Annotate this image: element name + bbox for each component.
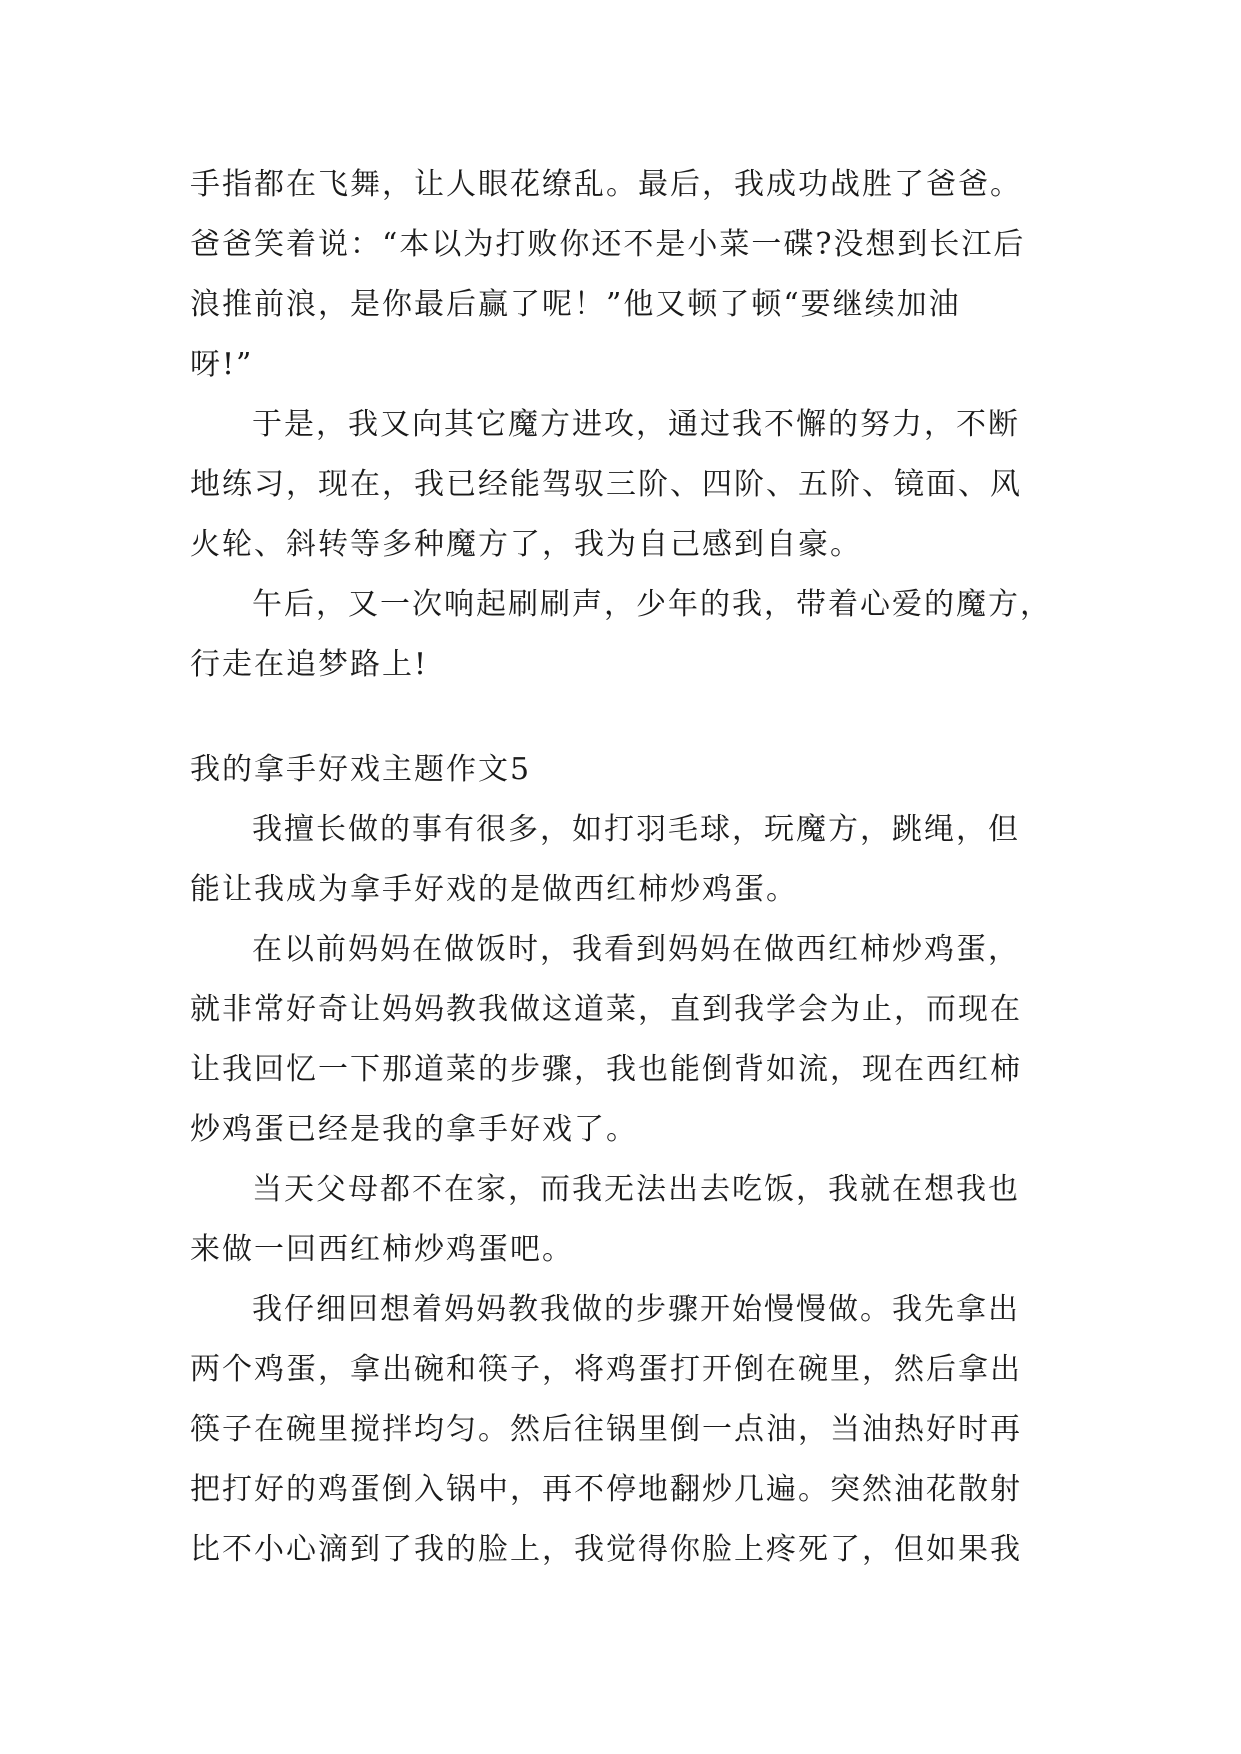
text-line: 在以前妈妈在做饭时，我看到妈妈在做西红柿炒鸡蛋，: [252, 932, 1020, 967]
text-line: 筷子在碗里搅拌均匀。然后往锅里倒一点油，当油热好时再: [190, 1412, 1022, 1447]
text-line: 行走在追梦路上!: [190, 647, 429, 682]
text-line: 地练习，现在，我已经能驾驭三阶、四阶、五阶、镜面、风: [190, 467, 1022, 502]
text-line: 当天父母都不在家，而我无法出去吃饭，我就在想我也: [252, 1172, 1020, 1207]
text-line: 呀!”: [190, 347, 254, 382]
text-line: 能让我成为拿手好戏的是做西红柿炒鸡蛋。: [190, 872, 798, 907]
text-line: 于是，我又向其它魔方进攻，通过我不懈的努力，不断: [252, 407, 1020, 442]
text-line: 比不小心滴到了我的脸上，我觉得你脸上疼死了，但如果我: [190, 1532, 1022, 1567]
text-line: 我仔细回想着妈妈教我做的步骤开始慢慢做。我先拿出: [252, 1292, 1020, 1327]
text-line: 浪推前浪，是你最后赢了呢！”他又顿了顿“要继续加油: [190, 287, 961, 322]
text-line: 炒鸡蛋已经是我的拿手好戏了。: [190, 1112, 638, 1147]
text-line: 午后，又一次响起刷刷声，少年的我，带着心爱的魔方，: [252, 587, 1052, 622]
text-line: 火轮、斜转等多种魔方了，我为自己感到自豪。: [190, 527, 862, 562]
text-line: 把打好的鸡蛋倒入锅中，再不停地翻炒几遍。突然油花散射: [190, 1472, 1022, 1507]
text-line: 来做一回西红柿炒鸡蛋吧。: [190, 1232, 574, 1267]
text-line: 我擅长做的事有很多，如打羽毛球，玩魔方，跳绳，但: [252, 812, 1020, 847]
text-line: 让我回忆一下那道菜的步骤，我也能倒背如流，现在西红柿: [190, 1052, 1022, 1087]
text-line: 就非常好奇让妈妈教我做这道菜，直到我学会为止，而现在: [190, 992, 1022, 1027]
section-heading: 我的拿手好戏主题作文5: [190, 752, 532, 787]
text-line: 两个鸡蛋，拿出碗和筷子，将鸡蛋打开倒在碗里，然后拿出: [190, 1352, 1022, 1387]
text-line: 手指都在飞舞，让人眼花缭乱。最后，我成功战胜了爸爸。: [190, 167, 1022, 202]
text-line: 爸爸笑着说：“本以为打败你还不是小菜一碟?没想到长江后: [190, 227, 1026, 262]
